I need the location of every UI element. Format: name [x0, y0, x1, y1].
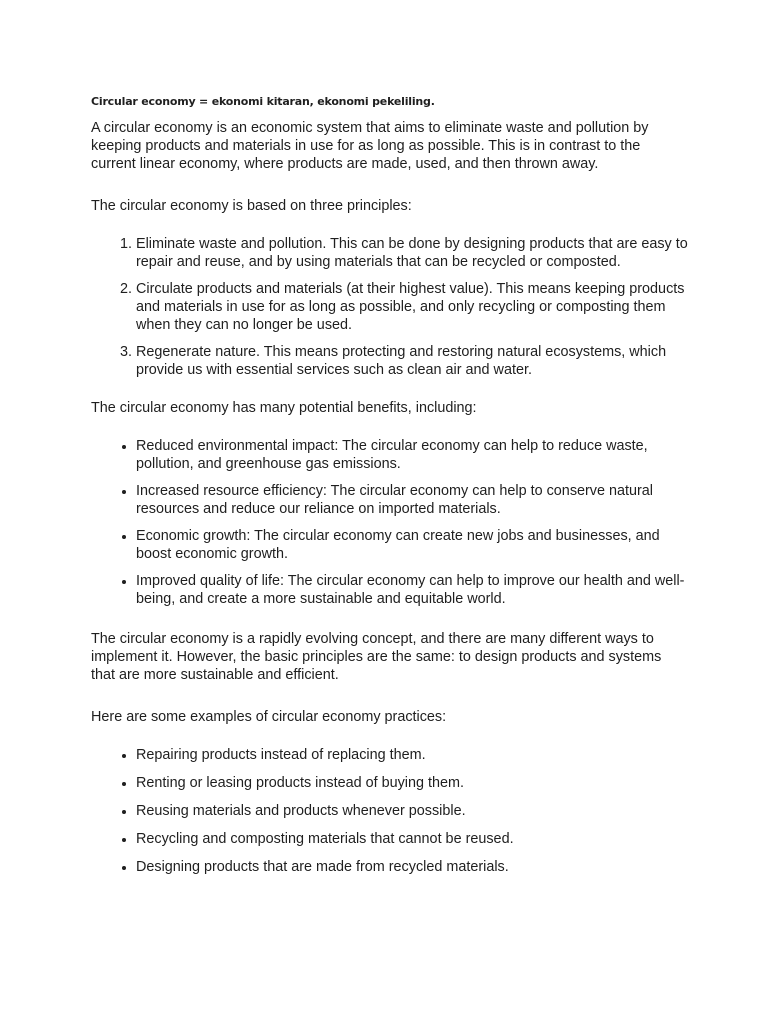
examples-list — [91, 746, 688, 876]
example-item: • Recycling and composting materials that cannot be reused. — [136, 830, 688, 848]
principles-list — [91, 235, 688, 379]
example-item: • Designing products that are made from recycled materials. — [136, 858, 688, 876]
principle-item: 3. Regenerate nature. This means protecting and restoring natural ecosystems, which provide us with essential services such as clean air and water. — [136, 343, 688, 379]
principle-item: 2. Circulate products and materials (at their highest value). This means keeping products and materials in use for as long as possible, and only recycling or composting them when they can no longer be used. — [136, 280, 688, 334]
benefit-item: • Reduced environmental impact: The circular economy can help to reduce waste, pollution, and greenhouse gas emissions. — [136, 437, 688, 473]
benefits-list — [91, 437, 688, 608]
examples-intro-paragraph: Here are some examples of circular economy practices: — [91, 709, 447, 725]
principle-item: 1. Eliminate waste and pollution. This can be done by designing products that are easy to repair and reuse, and by using materials that can be recycled or composted. — [136, 235, 688, 271]
evolving-concept-paragraph: The circular economy is a rapidly evolving concept, and there are many different ways to implement it. However, the basic principles are the same: to design products and systems that are more sustainable and efficient. — [91, 631, 662, 683]
principles-intro-paragraph: The circular economy is based on three principles: — [91, 198, 412, 214]
example-item: • Reusing materials and products whenever possible. — [136, 802, 688, 820]
benefit-item: • Economic growth: The circular economy can create new jobs and businesses, and boost economic growth. — [136, 527, 688, 563]
example-item: • Renting or leasing products instead of buying them. — [136, 774, 688, 792]
document-heading: Circular economy = ekonomi kitaran, ekonomi pekeliling. — [91, 95, 435, 108]
benefits-intro-paragraph: The circular economy has many potential benefits, including: — [91, 400, 477, 416]
intro-paragraph: A circular economy is an economic system that aims to eliminate waste and pollution by keeping products and materials in use for as long as possible. This is in contrast to the current linear economy, where products are made, used, and then thrown away. — [91, 120, 649, 172]
benefit-item: • Improved quality of life: The circular economy can help to improve our health and well-being, and create a more sustainable and equitable world. — [136, 572, 688, 608]
example-item: • Repairing products instead of replacing them. — [136, 746, 688, 764]
benefit-item: • Increased resource efficiency: The circular economy can help to conserve natural resources and reduce our reliance on imported materials. — [136, 482, 688, 518]
